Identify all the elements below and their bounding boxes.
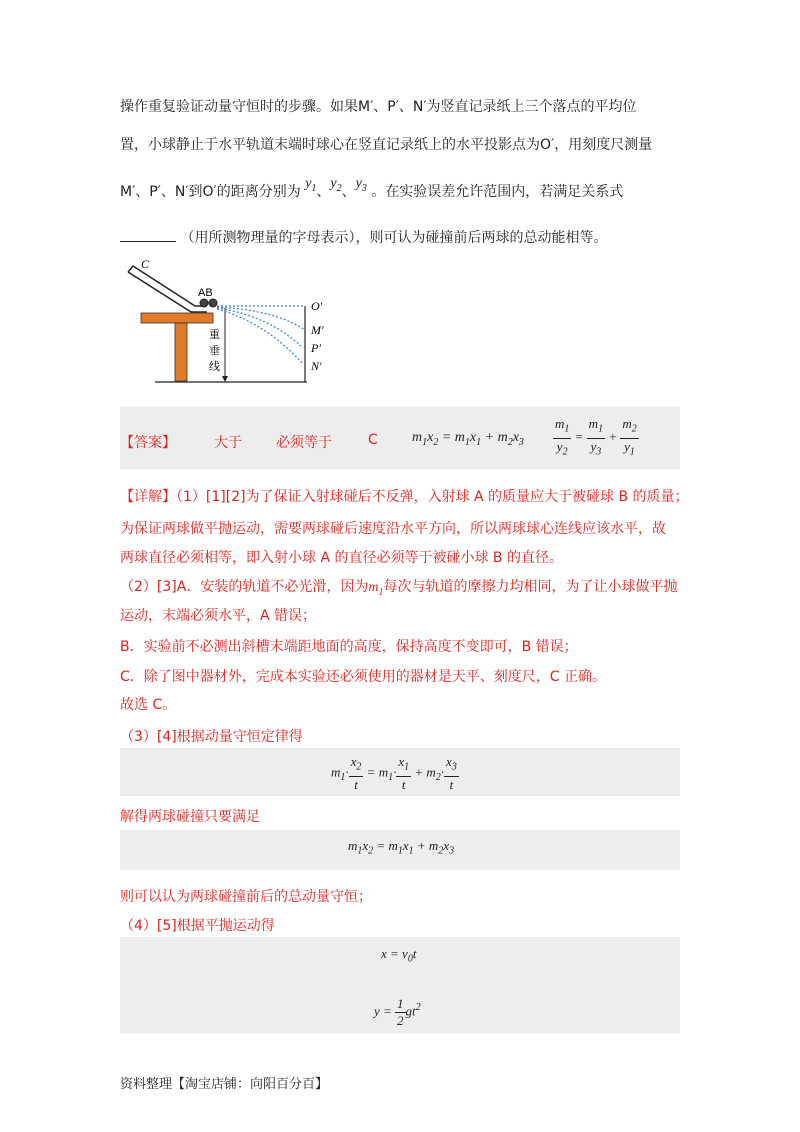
equation-momentum-t: $m_1\cdot$ $\frac{x_2}{t}$ = $m_1\cdot$ $\frac{x_1}{t}$ + $m_2\cdot$ $\frac{x_3}{t}$: [331, 754, 457, 792]
detail-line-2: 为保证两球做平抛运动，需要两球碰后速度沿水平方向，所以两球球心连线应该水平，故: [120, 521, 666, 537]
experiment-diagram: [125, 258, 345, 388]
detail-line-7: C．除了图中器材外，完成本实验还必须使用的器材是天平、刻度尺，C 正确。: [120, 669, 606, 685]
label-m: M′: [311, 323, 324, 337]
intro-line-3b: 。在实验误差允许范围内，若满足关系式: [371, 184, 624, 200]
intro-line-2: 置，小球静止于水平轨道末端时球心在竖直记录纸上的水平投影点为O′，用刻度尺测量: [120, 137, 653, 153]
intro-line-3a: M′、P′、N′到O′的距离分别为: [120, 184, 301, 200]
detail-line-11: 则可以认为两球碰撞前后的总动量守恒；: [120, 889, 372, 905]
detail-line-6: B．实验前不必测出斜槽末端距地面的高度，保持高度不变即可，B 错误；: [120, 639, 578, 655]
answer-equation-momentum: $m_1x_2 = m_1x_1 + m_2x_3$: [412, 430, 524, 448]
answer-blank: [120, 229, 176, 242]
ball-a: [200, 299, 208, 307]
detail-line-4: （2）[3]A．安装的轨道不必光滑，因为$m_1$每次与轨道的摩擦力均相同，为了让小球做平抛: [120, 579, 678, 598]
answer-1: 大于: [214, 435, 242, 451]
detail-line-5: 运动，末端必须水平，A 错误；: [120, 608, 317, 624]
table-leg: [175, 323, 187, 381]
detail-line-12: （4）[5]根据平抛运动得: [120, 918, 275, 934]
trajectory-p: [217, 308, 303, 348]
label-c: C: [141, 258, 150, 271]
plumb-char-3: 线: [209, 360, 220, 373]
m1-symbol: $m_1$: [368, 580, 384, 598]
y2-symbol: $y_2$: [330, 176, 342, 194]
detail-line-3: 两球直径必须相等，即入射小球 A 的直径必须等于被碰小球 B 的直径。: [120, 550, 563, 566]
trajectory-n: [217, 309, 303, 364]
y1-symbol: $y_1$: [305, 176, 317, 194]
plumb-char-2: 垂: [209, 344, 220, 357]
ramp-line-bottom: [128, 272, 191, 312]
answer-tag: 【答案】: [120, 435, 176, 451]
answer-equation-energy: $\frac{m_1}{y_2}$ = $\frac{m_1}{y_3}$ + $\frac{m_2}{y_1}$: [555, 416, 637, 458]
label-ab: AB: [198, 287, 213, 299]
equation-momentum-x: $m_1x_2 = m_1x_1 + m_2x_3$: [348, 838, 455, 857]
detail-line-8: 故选 C。: [120, 697, 177, 713]
intro-line-1: 操作重复验证动量守恒时的步骤。如果M′、P′、N′为竖直记录纸上三个落点的平均位: [120, 99, 637, 115]
label-p: P′: [311, 341, 321, 355]
intro-line-4: （用所测物理量的字母表示），则可认为碰撞前后两球的总动能相等。: [120, 227, 607, 247]
answer-3: C: [368, 432, 378, 448]
detail-line-1: 【详解】（1）[1][2]为了保证入射球碰后不反弹，入射球 A 的质量应大于被碰球 B 的质量；: [120, 489, 689, 505]
footer-text: 资料整理【淘宝店铺：向阳百分百】: [120, 1077, 329, 1092]
label-o: O′: [311, 299, 323, 313]
detail-line-9: （3）[4]根据动量守恒定律得: [120, 729, 303, 745]
answer-2: 必须等于: [276, 435, 332, 451]
ball-b: [209, 299, 217, 307]
label-n: N′: [311, 359, 322, 373]
plumb-char-1: 重: [209, 328, 220, 341]
table-top: [141, 313, 213, 323]
intro-line-3: M′、P′、N′到O′的距离分别为 $y_1$、$y_2$、$y_3$ 。在实验误差允许范围内，若满足关系式: [120, 176, 624, 200]
equation-y-gt2: y = $\frac{1}{2}$ $gt^2$: [374, 996, 421, 1028]
y3-symbol: $y_3$: [355, 176, 367, 194]
ramp-line-top: [133, 266, 195, 306]
detail-line-10: 解得两球碰撞只要满足: [120, 809, 260, 825]
equation-x-v0t: $x = v_0t$: [381, 946, 417, 965]
